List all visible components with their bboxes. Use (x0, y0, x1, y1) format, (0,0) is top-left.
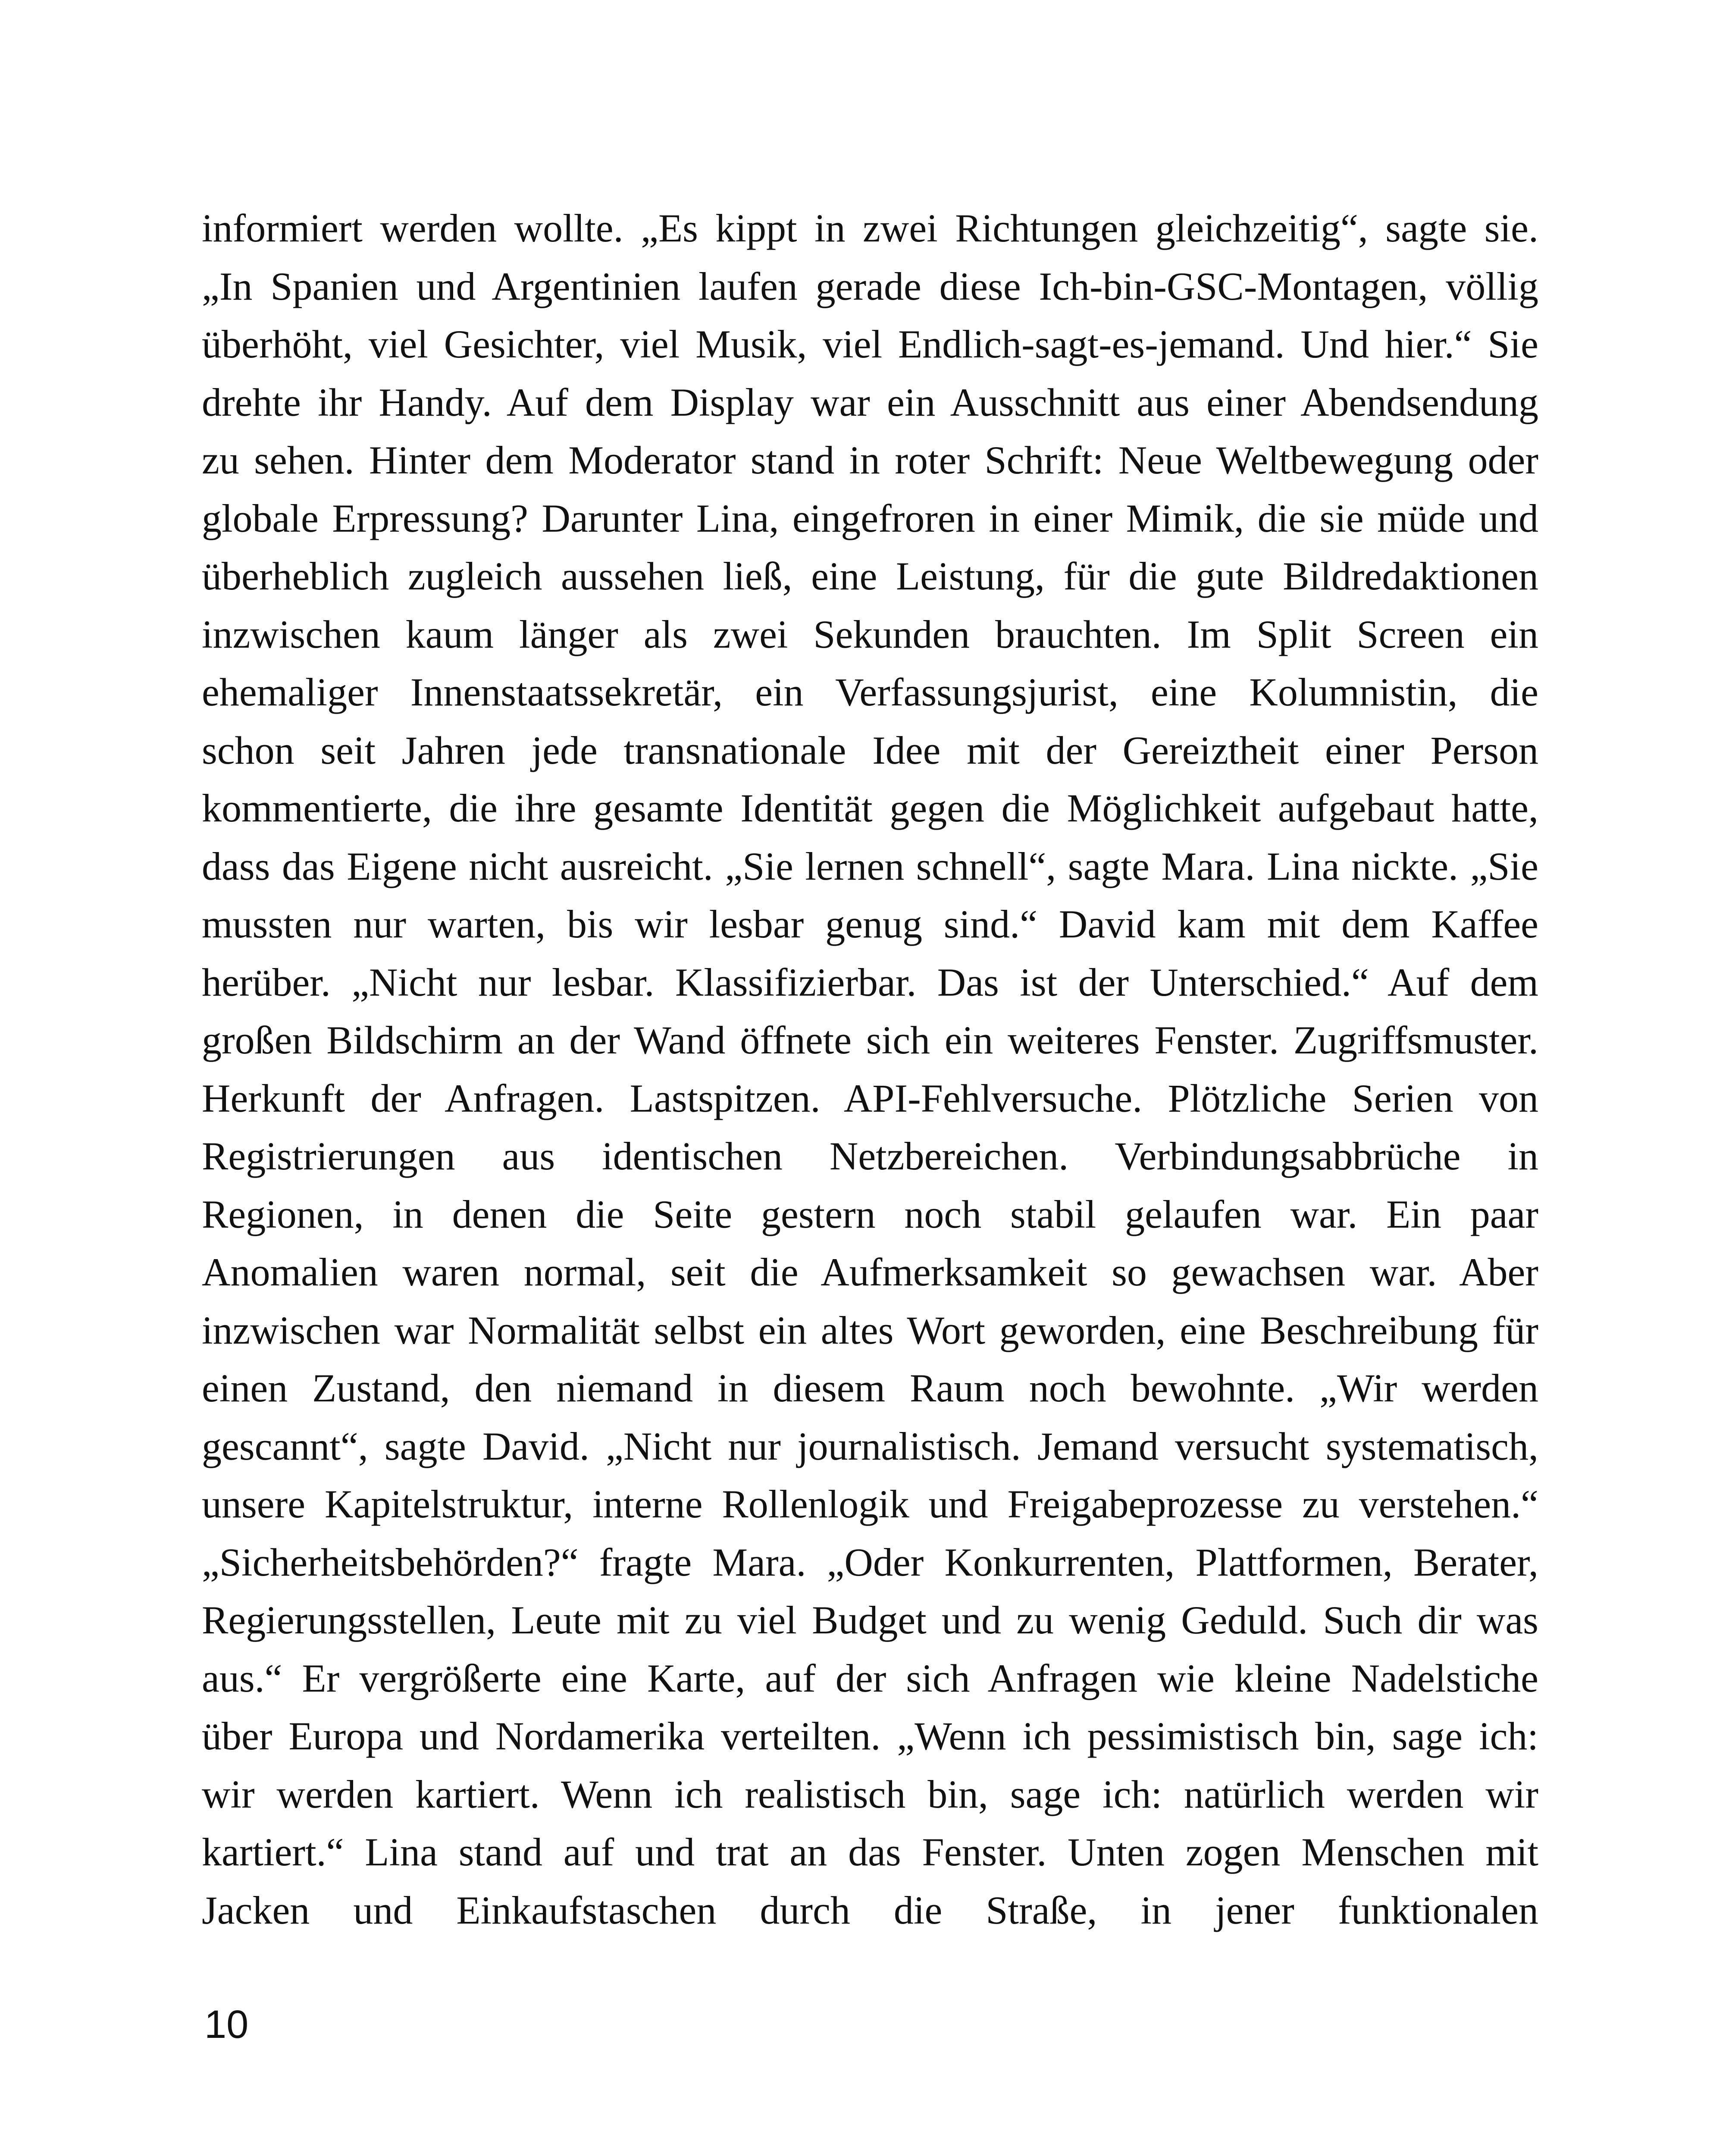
text-line-16: Herkunft der Anfragen. Lastspitzen. API-Fehlversuche. Plötzliche Serien von (202, 1076, 1538, 1120)
text-line-7: überheblich zugleich aussehen ließ, eine Leistung, für die gute Bildredaktionen (202, 554, 1538, 598)
text-line-25: Regierungsstellen, Leute mit zu viel Budget und zu wenig Geduld. Such dir was (202, 1598, 1538, 1642)
text-line-12: dass das Eigene nicht ausreicht. „Sie lernen schnell“, sagte Mara. Lina nickte. „Sie (202, 844, 1538, 888)
text-line-14: herüber. „Nicht nur lesbar. Klassifizierbar. Das ist der Unterschied.“ Auf dem (202, 960, 1538, 1004)
text-line-21: einen Zustand, den niemand in diesem Raum noch bewohnte. „Wir werden (202, 1366, 1538, 1410)
text-line-1: informiert werden wollte. „Es kippt in zwei Richtungen gleichzeitig“, sagte sie. (202, 206, 1538, 250)
text-line-17: Registrierungen aus identischen Netzbereichen. Verbindungsabbrüche in (202, 1134, 1538, 1178)
text-line-8: inzwischen kaum länger als zwei Sekunden brauchten. Im Split Screen ein (202, 612, 1538, 656)
text-line-26: aus.“ Er vergrößerte eine Karte, auf der sich Anfragen wie kleine Nadelstiche (202, 1656, 1538, 1700)
text-line-29: kartiert.“ Lina stand auf und trat an das Fenster. Unten zogen Menschen mit (202, 1830, 1538, 1874)
text-line-4: drehte ihr Handy. Auf dem Display war ein Ausschnitt aus einer Abendsendung (202, 380, 1538, 424)
text-line-5: zu sehen. Hinter dem Moderator stand in roter Schrift: Neue Weltbewegung oder (202, 438, 1538, 482)
text-line-2: „In Spanien und Argentinien laufen gerade diese Ich-bin-GSC-Montagen, völlig (202, 264, 1538, 308)
text-line-23: unsere Kapitelstruktur, interne Rollenlogik und Freigabeprozesse zu verstehen.“ (202, 1482, 1538, 1526)
text-line-19: Anomalien waren normal, seit die Aufmerksamkeit so gewachsen war. Aber (202, 1250, 1538, 1294)
text-line-28: wir werden kartiert. Wenn ich realistisch bin, sage ich: natürlich werden wir (202, 1772, 1538, 1816)
text-line-24: „Sicherheitsbehörden?“ fragte Mara. „Oder Konkurrenten, Plattformen, Berater, (202, 1540, 1538, 1584)
text-line-13: mussten nur warten, bis wir lesbar genug sind.“ David kam mit dem Kaffee (202, 902, 1538, 946)
text-line-9: ehemaliger Innenstaatssekretär, ein Verfassungsjurist, eine Kolumnistin, die (202, 670, 1538, 714)
text-line-20: inzwischen war Normalität selbst ein altes Wort geworden, eine Beschreibung für (202, 1308, 1538, 1352)
body-text (202, 199, 1538, 1939)
text-line-22: gescannt“, sagte David. „Nicht nur journalistisch. Jemand versucht systematisch, (202, 1424, 1538, 1468)
text-line-3: überhöht, viel Gesichter, viel Musik, viel Endlich-sagt-es-jemand. Und hier.“ Sie (202, 322, 1538, 366)
text-line-18: Regionen, in denen die Seite gestern noch stabil gelaufen war. Ein paar (202, 1192, 1538, 1236)
text-line-15: großen Bildschirm an der Wand öffnete sich ein weiteres Fenster. Zugriffsmuster. (202, 1018, 1538, 1062)
text-line-10: schon seit Jahren jede transnationale Idee mit der Gereiztheit einer Person (202, 728, 1538, 772)
page-number: 10 (204, 2002, 249, 2046)
text-line-27: über Europa und Nordamerika verteilten. „Wenn ich pessimistisch bin, sage ich: (202, 1714, 1538, 1758)
text-line-30: Jacken und Einkaufstaschen durch die Straße, in jener funktionalen (202, 1888, 1538, 1932)
text-line-11: kommentierte, die ihre gesamte Identität gegen die Möglichkeit aufgebaut hatte, (202, 786, 1538, 830)
text-line-6: globale Erpressung? Darunter Lina, eingefroren in einer Mimik, die sie müde und (202, 496, 1538, 540)
